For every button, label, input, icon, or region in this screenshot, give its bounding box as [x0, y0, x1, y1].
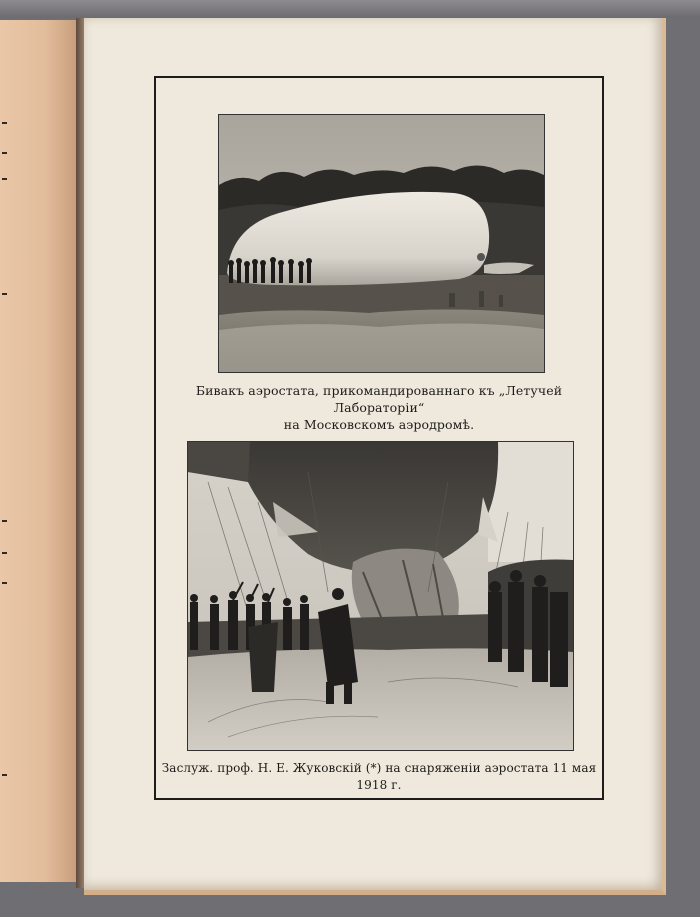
text-fragment-mark: [2, 293, 7, 295]
text-fragment-mark: [2, 152, 7, 154]
photo-aerostat-preparation: [187, 441, 574, 751]
text-fragment-mark: [2, 122, 7, 124]
text-fragment-mark: [2, 520, 7, 522]
left-facing-page-edge: [0, 20, 78, 882]
caption-bottom: Заслуж. проф. Н. Е. Жуковскій (*) на снаряженіи аэростата 11 мая 1918 г.: [161, 761, 597, 792]
caption-top: [156, 382, 602, 433]
scan-background: [0, 0, 700, 18]
text-fragment-mark: [2, 774, 7, 776]
text-fragment-mark: [2, 178, 7, 180]
page-border-frame: [154, 76, 604, 800]
caption-top-line-2: на Московскомъ аэродромѣ.: [283, 417, 475, 432]
text-fragment-mark: [2, 582, 7, 584]
caption-top-line-1: Бивакъ аэростата, прикомандированнаго къ „Летучей Лабораторіи“: [195, 383, 563, 415]
text-fragment-mark: [2, 552, 7, 554]
book-page: [84, 18, 666, 895]
photo-balloon-bivouac: [218, 114, 545, 373]
